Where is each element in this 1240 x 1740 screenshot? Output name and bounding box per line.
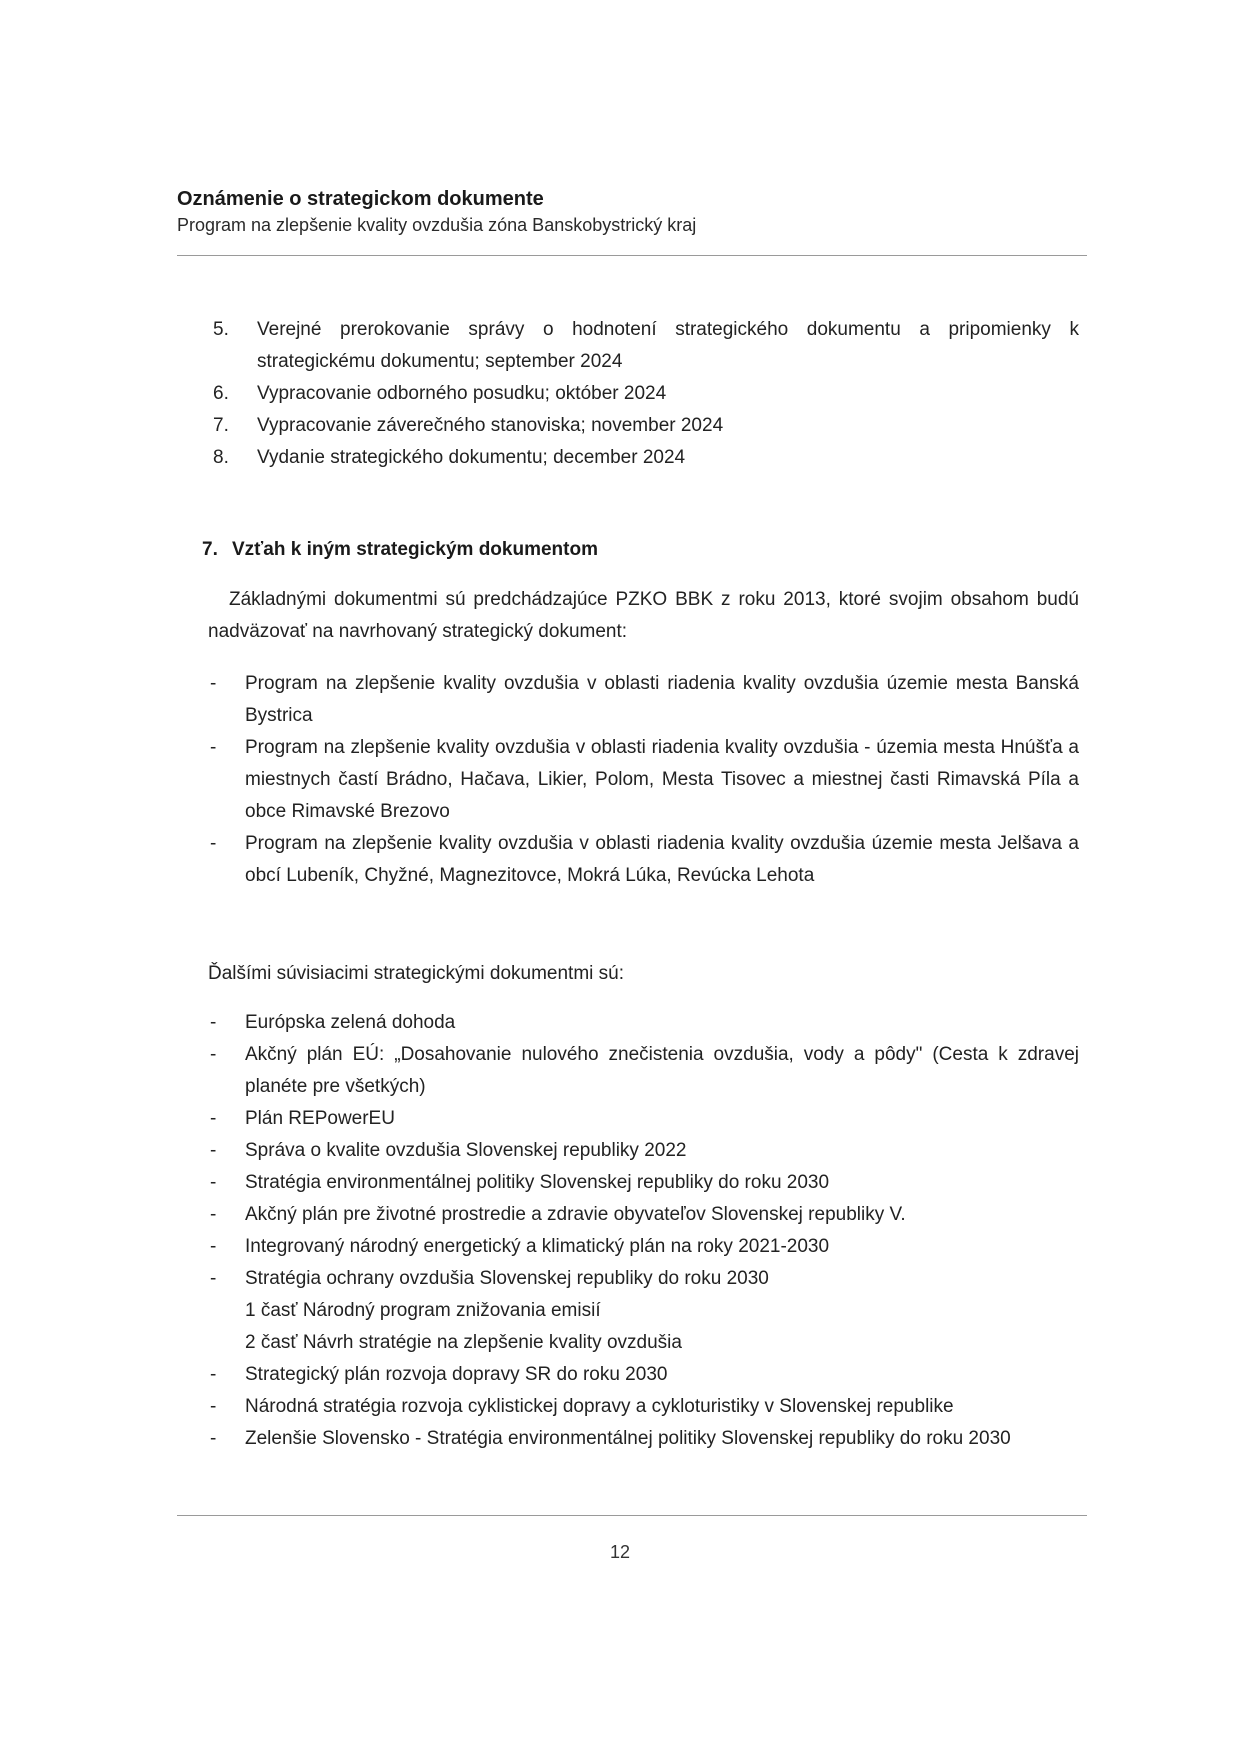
- list-item-text: Strategický plán rozvoja dopravy SR do roku 2030: [245, 1364, 668, 1385]
- list-item-text: Vydanie strategického dokumentu; december 2024: [257, 447, 686, 468]
- list-number: 8.: [213, 447, 229, 468]
- list-item: [208, 828, 1079, 892]
- dash-bullet: -: [210, 1364, 217, 1385]
- page-number: 12: [609, 1542, 631, 1562]
- dash-bullet: -: [210, 673, 217, 694]
- dash-bullet: -: [210, 1428, 217, 1449]
- related-documents-list: [208, 1007, 1079, 1455]
- list-item: [208, 1007, 1079, 1039]
- list-item: [213, 442, 1079, 474]
- list-item: [208, 1103, 1079, 1135]
- list-number: 5.: [213, 319, 229, 340]
- list-item-text: Národná stratégia rozvoja cyklistickej dopravy a cykloturistiky v Slovenskej republike: [245, 1396, 954, 1417]
- list-sub-item: 1 časť Národný program znižovania emisií: [245, 1300, 601, 1321]
- list-item-text: Verejné prerokovanie správy o hodnotení strategického dokumentu a pripomienky k strategickému dokumentu; september 2024: [257, 319, 1079, 372]
- list-item: [213, 410, 1079, 442]
- list-item: [208, 1039, 1079, 1103]
- dash-bullet: -: [210, 1396, 217, 1417]
- list-item-text: Vypracovanie záverečného stanoviska; november 2024: [257, 415, 724, 436]
- list-item: [208, 732, 1079, 828]
- page-header: [177, 186, 1087, 238]
- document-subtitle: Program na zlepšenie kvality ovzdušia zóna Banskobystrický kraj: [177, 215, 697, 235]
- list-item-text: Správa o kvalite ovzdušia Slovenskej republiky 2022: [245, 1140, 687, 1161]
- list-item-text: Program na zlepšenie kvality ovzdušia v oblasti riadenia kvality ovzdušia územie mesta Jelšava a obcí Lubeník, Chyžné, Magnezitovce, Mokrá Lúka, Revúcka Lehota: [245, 833, 1079, 886]
- list-sub-item: 2 časť Návrh stratégie na zlepšenie kvality ovzdušia: [245, 1332, 682, 1353]
- list-item-text: Akčný plán EÚ: „Dosahovanie nulového znečistenia ovzdušia, vody a pôdy" (Cesta k zdravej planéte pre všetkých): [245, 1044, 1079, 1097]
- list-item: [208, 1199, 1079, 1231]
- list-item-text: Stratégia environmentálnej politiky Slovenskej republiky do roku 2030: [245, 1172, 830, 1193]
- related-documents-lead: Ďalšími súvisiacimi strategickými dokumentmi sú:: [208, 963, 624, 984]
- base-documents-list: [208, 668, 1079, 892]
- list-item-text: Program na zlepšenie kvality ovzdušia v oblasti riadenia kvality ovzdušia územie mesta Banská Bystrica: [245, 673, 1079, 726]
- list-item-text: Vypracovanie odborného posudku; október 2024: [257, 383, 667, 404]
- list-item-text: Európska zelená dohoda: [245, 1012, 456, 1033]
- list-item: [208, 1263, 1079, 1295]
- timeline-list: [213, 314, 1079, 474]
- list-item-text: Program na zlepšenie kvality ovzdušia v oblasti riadenia kvality ovzdušia - územia mesta Hnúšťa a miestnych častí Brádno, Hačava, Likier, Polom, Mesta Tisovec a miestnej časti Rimavská Píla a obce Rimavské Brezovo: [245, 737, 1079, 822]
- header-divider: [177, 255, 1087, 256]
- dash-bullet: -: [210, 1140, 217, 1161]
- list-item: [208, 1231, 1079, 1263]
- dash-bullet: -: [210, 1236, 217, 1257]
- list-item: [208, 1167, 1079, 1199]
- list-item: [208, 1135, 1079, 1167]
- dash-bullet: -: [210, 1204, 217, 1225]
- list-number: 6.: [213, 383, 229, 404]
- list-item: [208, 1423, 1079, 1455]
- dash-bullet: -: [210, 1108, 217, 1129]
- section-title: Vzťah k iným strategickým dokumentom: [232, 539, 598, 560]
- dash-bullet: -: [210, 1172, 217, 1193]
- list-item: [208, 1391, 1079, 1423]
- list-item-text: Zelenšie Slovensko - Stratégia environmentálnej politiky Slovenskej republiky do roku 2030: [245, 1428, 1011, 1449]
- dash-bullet: -: [210, 833, 217, 854]
- dash-bullet: -: [210, 737, 217, 758]
- footer-divider: [177, 1515, 1087, 1516]
- document-title: Oznámenie o strategickom dokumente: [177, 188, 544, 210]
- list-item: [208, 668, 1079, 732]
- list-item: [213, 314, 1079, 378]
- list-number: 7.: [213, 415, 229, 436]
- section-intro-paragraph: Základnými dokumentmi sú predchádzajúce PZKO BBK z roku 2013, ktoré svojim obsahom budú nadväzovať na navrhovaný strategický dokument:: [208, 589, 1079, 642]
- list-item: [213, 378, 1079, 410]
- section-heading: [202, 534, 598, 566]
- dash-bullet: -: [210, 1012, 217, 1033]
- list-item-text: Integrovaný národný energetický a klimatický plán na roky 2021-2030: [245, 1236, 830, 1257]
- section-number: 7.: [202, 539, 218, 560]
- dash-bullet: -: [210, 1268, 217, 1289]
- list-item: [208, 1359, 1079, 1391]
- list-item-text: Stratégia ochrany ovzdušia Slovenskej republiky do roku 2030: [245, 1268, 769, 1289]
- list-item-text: Plán REPowerEU: [245, 1108, 395, 1129]
- list-item-text: Akčný plán pre životné prostredie a zdravie obyvateľov Slovenskej republiky V.: [245, 1204, 906, 1225]
- dash-bullet: -: [210, 1044, 217, 1065]
